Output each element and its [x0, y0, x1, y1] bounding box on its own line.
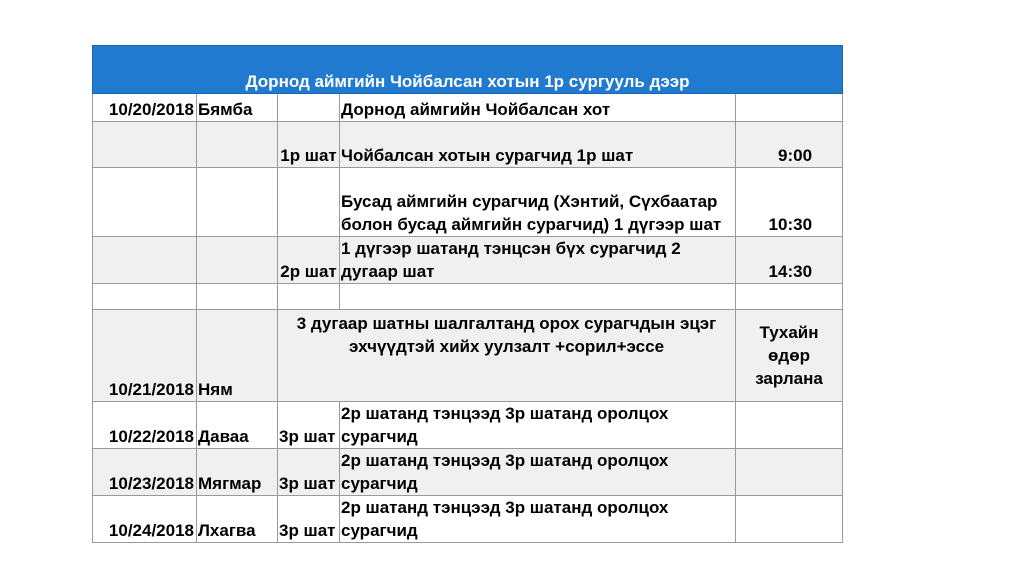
day-cell: Даваа — [197, 402, 278, 449]
meeting-description-cell: 3 дугаар шатны шалгалтанд орох сурагчдын эцэг эхчүүдтэй хийх уулзалт +сорил+эссе — [278, 310, 736, 402]
time-cell — [736, 94, 843, 122]
date-cell: 10/20/2018 — [93, 94, 197, 122]
date-cell — [93, 122, 197, 168]
table-row — [93, 284, 843, 310]
time-cell: 14:30 — [736, 237, 843, 284]
title-row — [93, 46, 843, 94]
description-cell — [340, 284, 736, 310]
description-cell: Дорнод аймгийн Чойбалсан хот — [340, 94, 736, 122]
stage-cell — [278, 284, 340, 310]
description-cell: 2р шатанд тэнцээд 3р шатанд оролцох сурагчид — [340, 449, 736, 496]
table-row — [93, 168, 843, 237]
date-cell: 10/21/2018 — [93, 310, 197, 402]
table-row — [93, 94, 843, 122]
day-cell: Ням — [197, 310, 278, 402]
stage-cell — [278, 168, 340, 237]
description-cell: 2р шатанд тэнцээд 3р шатанд оролцох сурагчид — [340, 496, 736, 543]
table-row — [93, 449, 843, 496]
stage-cell: 3р шат — [278, 402, 340, 449]
description-cell: 1 дүгээр шатанд тэнцсэн бүх сурагчид 2 дугаар шат — [340, 237, 736, 284]
date-cell — [93, 168, 197, 237]
table-row — [93, 402, 843, 449]
day-cell: Мягмар — [197, 449, 278, 496]
time-cell: 9:00 — [736, 122, 843, 168]
day-cell — [197, 122, 278, 168]
date-cell — [93, 284, 197, 310]
date-cell: 10/23/2018 — [93, 449, 197, 496]
table-row — [93, 496, 843, 543]
day-cell — [197, 168, 278, 237]
stage-cell: 1р шат — [278, 122, 340, 168]
table-row — [93, 237, 843, 284]
date-cell: 10/22/2018 — [93, 402, 197, 449]
description-cell: Чойбалсан хотын сурагчид 1р шат — [340, 122, 736, 168]
time-cell — [736, 449, 843, 496]
table-row — [93, 122, 843, 168]
date-cell: 10/24/2018 — [93, 496, 197, 543]
schedule-table — [92, 45, 843, 543]
table-title: Дорнод аймгийн Чойбалсан хотын 1р сургууль дээр — [93, 46, 843, 94]
stage-cell: 2р шат — [278, 237, 340, 284]
time-cell — [736, 284, 843, 310]
time-cell — [736, 402, 843, 449]
day-cell: Бямба — [197, 94, 278, 122]
day-cell: Лхагва — [197, 496, 278, 543]
stage-cell — [278, 94, 340, 122]
stage-cell: 3р шат — [278, 449, 340, 496]
time-cell: 10:30 — [736, 168, 843, 237]
day-cell — [197, 284, 278, 310]
description-cell: Бусад аймгийн сурагчид (Хэнтий, Сүхбаатар болон бусад аймгийн сурагчид) 1 дүгээр шат — [340, 168, 736, 237]
description-cell: 2р шатанд тэнцээд 3р шатанд оролцох сурагчид — [340, 402, 736, 449]
time-cell — [736, 496, 843, 543]
table-row — [93, 310, 843, 402]
stage-cell: 3р шат — [278, 496, 340, 543]
note-cell: Тухайн өдөр зарлана — [736, 310, 843, 402]
day-cell — [197, 237, 278, 284]
date-cell — [93, 237, 197, 284]
